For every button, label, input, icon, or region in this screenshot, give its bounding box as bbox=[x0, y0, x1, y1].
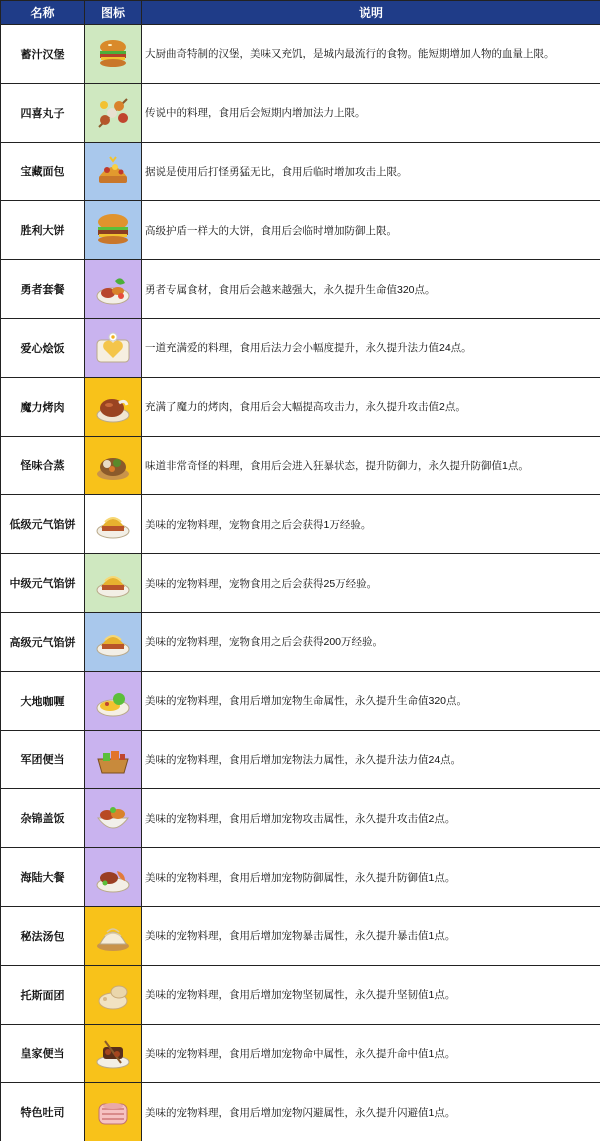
food-name: 托斯面团 bbox=[1, 965, 85, 1024]
pie-icon bbox=[93, 563, 133, 603]
food-icon-cell bbox=[85, 789, 142, 848]
food-description: 美味的宠物料理，食用后增加宠物生命属性，永久提升生命值320点。 bbox=[142, 671, 600, 730]
food-icon-cell bbox=[85, 377, 142, 436]
table-row bbox=[1, 495, 600, 554]
table-row bbox=[1, 1083, 600, 1141]
table-row bbox=[1, 436, 600, 495]
food-description: 美味的宠物料理，食用后增加宠物防御属性，永久提升防御值1点。 bbox=[142, 848, 600, 907]
soup-bun-icon bbox=[93, 916, 133, 956]
toast-icon bbox=[93, 1092, 133, 1132]
table-row bbox=[1, 83, 600, 142]
food-icon-cell bbox=[85, 848, 142, 907]
food-name: 胜利大饼 bbox=[1, 201, 85, 260]
food-name: 大地咖喱 bbox=[1, 671, 85, 730]
table-row bbox=[1, 25, 600, 84]
food-name: 海陆大餐 bbox=[1, 848, 85, 907]
meatball-skewer-icon bbox=[93, 93, 133, 133]
food-name: 低级元气馅饼 bbox=[1, 495, 85, 554]
header-row bbox=[1, 1, 600, 25]
food-icon-cell bbox=[85, 965, 142, 1024]
food-description: 勇者专属食材，食用后会越来越强大，永久提升生命值320点。 bbox=[142, 260, 600, 319]
burger-icon bbox=[93, 34, 133, 74]
header-name: 名称 bbox=[1, 1, 85, 25]
food-icon-cell bbox=[85, 671, 142, 730]
food-description: 美味的宠物料理，食用后增加宠物坚韧属性，永久提升坚韧值1点。 bbox=[142, 965, 600, 1024]
food-description: 美味的宠物料理，宠物食用之后会获得25万经验。 bbox=[142, 554, 600, 613]
food-description: 美味的宠物料理，食用后增加宠物闪避属性，永久提升闪避值1点。 bbox=[142, 1083, 600, 1141]
food-description: 大厨曲奇特制的汉堡，美味又充饥，是城内最流行的食物。能短期增加人物的血量上限。 bbox=[142, 25, 600, 84]
food-description: 据说是使用后打怪勇猛无比，食用后临时增加攻击上限。 bbox=[142, 142, 600, 201]
food-name: 特色吐司 bbox=[1, 1083, 85, 1141]
food-icon-cell bbox=[85, 906, 142, 965]
food-icon-cell bbox=[85, 201, 142, 260]
food-description: 美味的宠物料理，食用后增加宠物法力属性，永久提升法力值24点。 bbox=[142, 730, 600, 789]
food-name: 四喜丸子 bbox=[1, 83, 85, 142]
big-burger-icon bbox=[93, 210, 133, 250]
food-icon-cell bbox=[85, 554, 142, 613]
table-row bbox=[1, 612, 600, 671]
table-row bbox=[1, 671, 600, 730]
dough-icon bbox=[93, 975, 133, 1015]
food-icon-cell bbox=[85, 83, 142, 142]
bento-box-icon bbox=[93, 739, 133, 779]
steamed-dish-icon bbox=[93, 445, 133, 485]
header-icon: 图标 bbox=[85, 1, 142, 25]
table-row bbox=[1, 965, 600, 1024]
rice-bowl-icon bbox=[93, 798, 133, 838]
food-name: 怪味合蒸 bbox=[1, 436, 85, 495]
food-icon-cell bbox=[85, 436, 142, 495]
food-name: 杂锦盖饭 bbox=[1, 789, 85, 848]
table-row bbox=[1, 789, 600, 848]
food-description: 美味的宠物料理，食用后增加宠物暴击属性，永久提升暴击值1点。 bbox=[142, 906, 600, 965]
food-name: 爱心烩饭 bbox=[1, 318, 85, 377]
food-description: 高级护盾一样大的大饼，食用后会临时增加防御上限。 bbox=[142, 201, 600, 260]
pie-icon bbox=[93, 504, 133, 544]
food-description: 一道充满爱的料理，食用后法力会小幅度提升，永久提升法力值24点。 bbox=[142, 318, 600, 377]
royal-bento-icon bbox=[93, 1033, 133, 1073]
hero-meal-icon bbox=[93, 269, 133, 309]
food-name: 宝藏面包 bbox=[1, 142, 85, 201]
food-description: 味道非常奇怪的料理，食用后会进入狂暴状态，提升防御力，永久提升防御值1点。 bbox=[142, 436, 600, 495]
food-description: 美味的宠物料理，食用后增加宠物攻击属性，永久提升攻击值2点。 bbox=[142, 789, 600, 848]
roast-meat-icon bbox=[93, 387, 133, 427]
food-description: 美味的宠物料理，宠物食用之后会获得200万经验。 bbox=[142, 612, 600, 671]
table-row bbox=[1, 906, 600, 965]
food-description: 美味的宠物料理，宠物食用之后会获得1万经验。 bbox=[142, 495, 600, 554]
food-name: 蓄汁汉堡 bbox=[1, 25, 85, 84]
food-description: 美味的宠物料理，食用后增加宠物命中属性，永久提升命中值1点。 bbox=[142, 1024, 600, 1083]
table-row bbox=[1, 1024, 600, 1083]
food-icon-cell bbox=[85, 260, 142, 319]
table-row bbox=[1, 318, 600, 377]
pie-icon bbox=[93, 622, 133, 662]
food-description: 传说中的料理，食用后会短期内增加法力上限。 bbox=[142, 83, 600, 142]
table-row bbox=[1, 730, 600, 789]
food-icon-cell bbox=[85, 730, 142, 789]
food-name: 勇者套餐 bbox=[1, 260, 85, 319]
table-row bbox=[1, 201, 600, 260]
food-icon-cell bbox=[85, 495, 142, 554]
food-icon-cell bbox=[85, 25, 142, 84]
seafood-feast-icon bbox=[93, 857, 133, 897]
table-row bbox=[1, 142, 600, 201]
food-icon-cell bbox=[85, 612, 142, 671]
table-row bbox=[1, 554, 600, 613]
food-name: 高级元气馅饼 bbox=[1, 612, 85, 671]
curry-icon bbox=[93, 681, 133, 721]
food-name: 皇家便当 bbox=[1, 1024, 85, 1083]
food-description: 充满了魔力的烤肉，食用后会大幅提高攻击力，永久提升攻击值2点。 bbox=[142, 377, 600, 436]
food-name: 军团便当 bbox=[1, 730, 85, 789]
food-name: 秘法汤包 bbox=[1, 906, 85, 965]
table-row bbox=[1, 260, 600, 319]
food-name: 魔力烤肉 bbox=[1, 377, 85, 436]
food-name: 中级元气馅饼 bbox=[1, 554, 85, 613]
food-icon-cell bbox=[85, 1083, 142, 1141]
treasure-bread-icon bbox=[93, 151, 133, 191]
food-icon-cell bbox=[85, 318, 142, 377]
header-desc: 说明 bbox=[142, 1, 600, 25]
table-row bbox=[1, 848, 600, 907]
food-icon-cell bbox=[85, 142, 142, 201]
heart-rice-icon bbox=[93, 328, 133, 368]
food-icon-cell bbox=[85, 1024, 142, 1083]
table-row bbox=[1, 377, 600, 436]
